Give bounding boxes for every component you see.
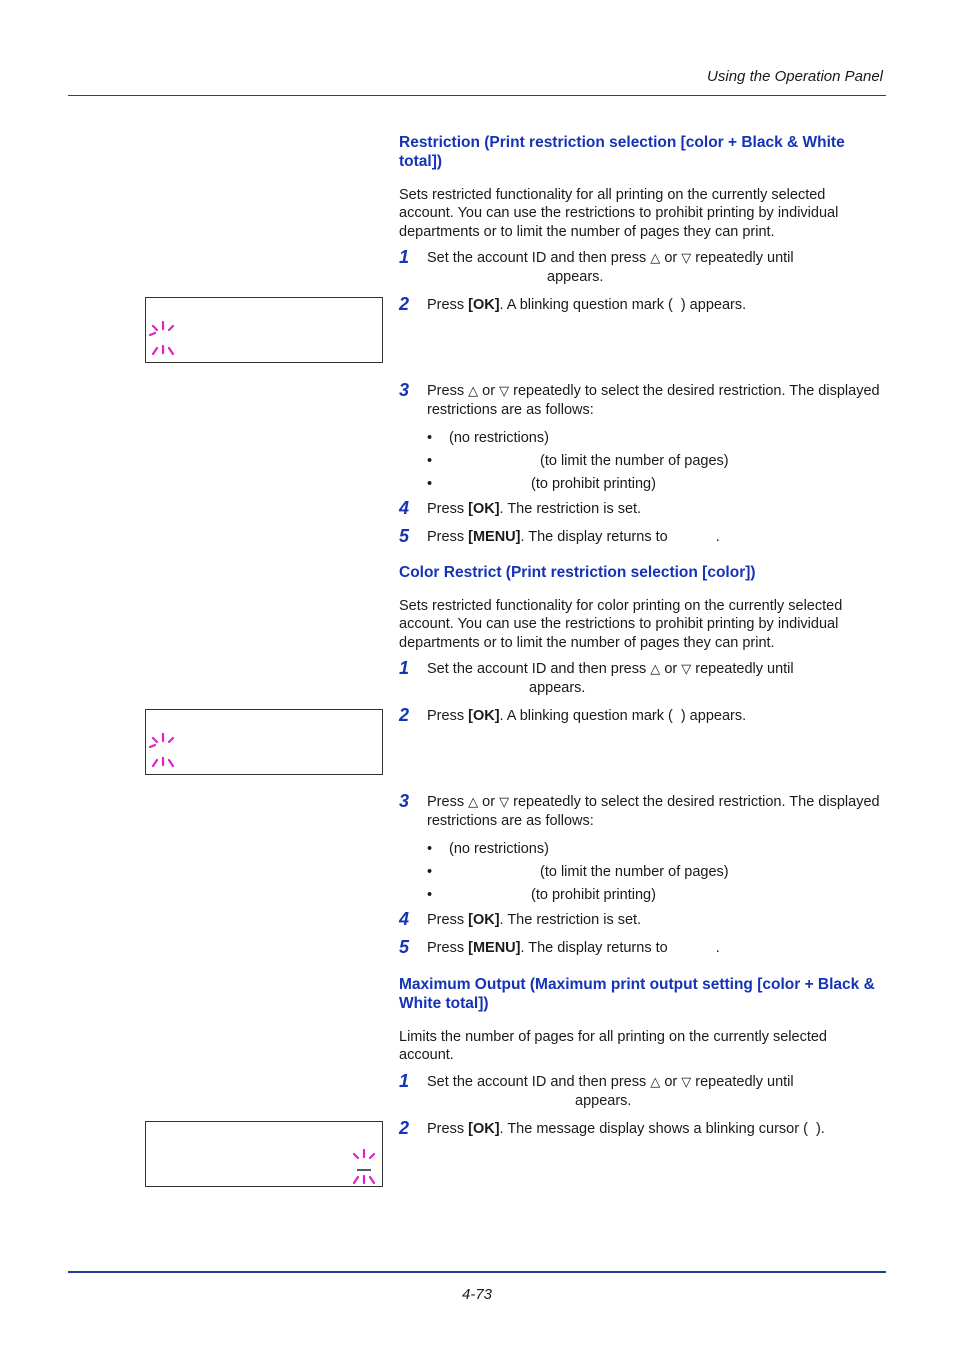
section-color-restrict: [399, 563, 889, 967]
blink-indicator-icon: [148, 732, 178, 772]
blink-indicator-icon: [148, 320, 178, 360]
step-4: 4 Press [OK]. The restriction is set.: [399, 497, 642, 518]
step-3: 3 Press △ or ▽ repeatedly to select the desired restriction. The displayed restrictions are as follows:: [399, 379, 880, 418]
bullet-item: • (to prohibit printing): [427, 475, 656, 492]
step-number: 5: [399, 525, 410, 546]
header-rule: [68, 95, 886, 96]
step-number: 2: [399, 293, 410, 314]
bullet-item: • (to limit the number of pages): [427, 863, 729, 880]
down-arrow-icon: ▽: [499, 794, 510, 810]
ok-key: [OK]: [468, 296, 500, 313]
section-title: Color Restrict (Print restriction selection [color]): [399, 564, 756, 581]
section-title: Maximum Output (Maximum print output setting [color + Black & White total]): [399, 976, 875, 1012]
bullet-item: • (to limit the number of pages): [427, 452, 729, 469]
up-arrow-icon: △: [650, 1074, 661, 1090]
step-5: 5 Press [MENU]. The display returns to .: [399, 525, 720, 546]
section-intro: Sets restricted functionality for all printing on the currently selected account. You can use the restrictions to prohibit printing by individual departments or to limit the number of pages they can print.: [399, 187, 839, 240]
menu-key: [MENU]: [468, 528, 521, 545]
lcd-display-color-restrict: [145, 709, 383, 775]
step-number: 3: [399, 790, 410, 811]
section-intro: Sets restricted functionality for color printing on the currently selected account. You can use the restrictions to prohibit printing by individual departments or to limit the number of pages they can print.: [399, 598, 843, 651]
step-1: 1 Set the account ID and then press △ or ▽ repeatedly until appears.: [399, 1070, 794, 1109]
ok-key: [OK]: [468, 1120, 500, 1137]
step-1: 1 Set the account ID and then press △ or ▽ repeatedly until appears.: [399, 657, 794, 696]
footer-rule: [68, 1271, 886, 1273]
bullet-item: • (to prohibit printing): [427, 886, 656, 903]
ok-key: [OK]: [468, 911, 500, 928]
step-2: 2 Press [OK]. A blinking question mark ( ) appears.: [399, 293, 747, 314]
step-number: 1: [399, 657, 410, 678]
step-number: 2: [399, 1117, 410, 1138]
down-arrow-icon: ▽: [681, 250, 692, 266]
lcd-display-restriction: [145, 297, 383, 363]
step-3: 3 Press △ or ▽ repeatedly to select the desired restriction. The displayed restrictions are as follows:: [399, 790, 880, 829]
bullet-item: • (no restrictions): [427, 840, 549, 857]
step-number: 5: [399, 936, 410, 957]
step-2: 2 Press [OK]. A blinking question mark ( ) appears.: [399, 704, 747, 725]
running-header: Using the Operation Panel: [707, 68, 883, 85]
step-number: 1: [399, 1070, 410, 1091]
section-title: Restriction (Print restriction selection [color + Black & White total]): [399, 134, 845, 170]
step-number: 4: [399, 497, 410, 518]
section-maximum-output: [399, 975, 889, 1148]
up-arrow-icon: △: [468, 794, 479, 810]
step-number: 1: [399, 246, 410, 267]
down-arrow-icon: ▽: [499, 383, 510, 399]
step-2: 2 Press [OK]. The message display shows a blinking cursor ( ).: [399, 1117, 825, 1138]
down-arrow-icon: ▽: [681, 661, 692, 677]
blink-cursor-icon: [349, 1148, 379, 1188]
ok-key: [OK]: [468, 500, 500, 517]
step-4: 4 Press [OK]. The restriction is set.: [399, 908, 642, 929]
section-restriction: [399, 133, 889, 556]
up-arrow-icon: △: [650, 661, 661, 677]
down-arrow-icon: ▽: [681, 1074, 692, 1090]
lcd-display-maximum-output: [145, 1121, 383, 1187]
menu-key: [MENU]: [468, 939, 521, 956]
ok-key: [OK]: [468, 707, 500, 724]
up-arrow-icon: △: [468, 383, 479, 399]
step-number: 4: [399, 908, 410, 929]
step-number: 2: [399, 704, 410, 725]
page-number: 4-73: [461, 1286, 493, 1303]
bullet-item: • (no restrictions): [427, 429, 549, 446]
up-arrow-icon: △: [650, 250, 661, 266]
step-number: 3: [399, 379, 410, 400]
step-1: 1 Set the account ID and then press △ or ▽ repeatedly until appears.: [399, 246, 794, 285]
step-5: 5 Press [MENU]. The display returns to .: [399, 936, 720, 957]
section-intro: Limits the number of pages for all printing on the currently selected account.: [399, 1029, 827, 1064]
